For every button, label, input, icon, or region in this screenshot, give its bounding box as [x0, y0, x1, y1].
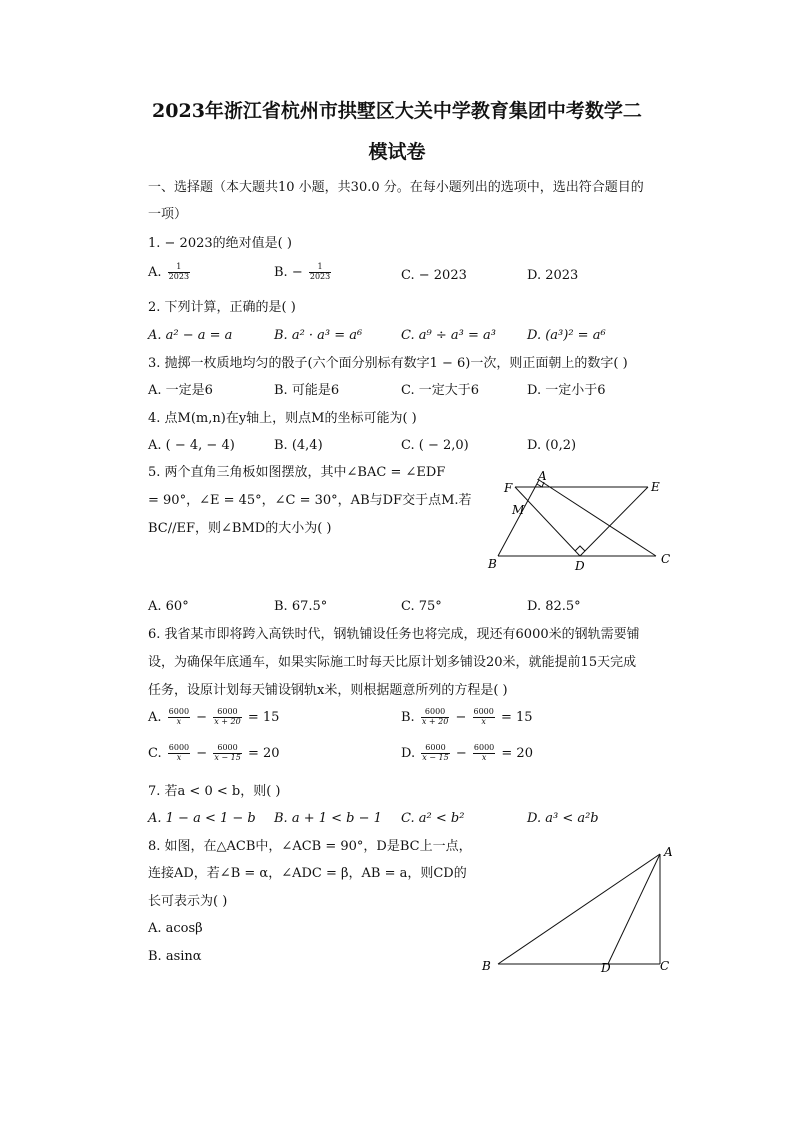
q4-option-d: D. (0,2): [527, 438, 577, 453]
q6-stem-line3: 任务，设原计划每天铺设钢轨x米，则根据题意所列的方程是( ): [148, 683, 508, 698]
q5-label-a: A: [538, 470, 547, 483]
q5-label-d: D: [575, 559, 585, 573]
q4-option-b: B. (4,4): [274, 438, 323, 453]
section-header: 一、选择题（本大题共10 小题，共30.0 分。在每小题列出的选项中，选出符合题目的: [148, 180, 644, 195]
q6-stem-line2: 设，为确保年底通车，如果实际施工时每天比原计划多铺设20米，就能提前15天完成: [148, 655, 637, 670]
q8-option-b: B. asinα: [148, 949, 202, 964]
q3-stem: 3. 抛掷一枚质地均匀的骰子(六个面分别标有数字1 − 6)一次，则正面朝上的数字( ): [148, 356, 628, 371]
q3-option-b: B. 可能是6: [274, 383, 340, 398]
exam-title-line1: 2023年浙江省杭州市拱墅区大关中学教育集团中考数学二: [152, 100, 642, 122]
q7-option-b: B. a + 1 < b − 1: [274, 811, 382, 826]
q6-option-d: D. $\frac{6000}{x - 15}$ − $\frac{6000}{x}$ = 20: [401, 743, 533, 762]
q3-option-c: C. 一定大于6: [401, 383, 480, 398]
q2-option-b: B. a² · a³ = a⁶: [274, 328, 363, 343]
q8-triangle-figure: [478, 840, 688, 980]
q8-line-ad: [608, 854, 660, 964]
q1-option-b: B. − $\frac{1}{2023}$: [274, 262, 331, 281]
q6-option-b: B. $\frac{6000}{x + 20}$ − $\frac{6000}{x}$ = 15: [401, 707, 533, 726]
q5-line-de: [580, 487, 648, 556]
q1-option-d: D. 2023: [527, 268, 579, 283]
q8-stem-line2: 连接AD，若∠B = α，∠ADC = β，AB = a，则CD的: [148, 866, 467, 881]
q7-option-a: A. 1 − a < 1 − b: [148, 811, 256, 826]
q1-option-a: A. $\frac{1}{2023}$: [148, 262, 190, 281]
q1-a-fraction: $\frac{1}{2023}$: [168, 262, 190, 281]
q2-option-a: A. a² − a = a: [148, 328, 233, 343]
q5-stem-line2: = 90°，∠E = 45°，∠C = 30°，AB与DF交于点M.若: [148, 493, 472, 508]
q5-option-c: C. 75°: [401, 599, 442, 614]
q8-stem-line3: 长可表示为( ): [148, 894, 228, 909]
q1-option-c: C. − 2023: [401, 268, 467, 283]
q5-stem-line1: 5. 两个直角三角板如图摆放，其中∠BAC = ∠EDF: [148, 465, 446, 480]
q8-line-ba: [498, 854, 660, 964]
q4-option-c: C. ( − 2,0): [401, 438, 469, 453]
q2-stem: 2. 下列计算，正确的是( ): [148, 300, 296, 315]
q3-option-d: D. 一定小于6: [527, 383, 606, 398]
q5-triangle-figure: [480, 470, 690, 575]
q4-option-a: A. ( − 4, − 4): [148, 438, 235, 453]
q8-label-a: A: [664, 845, 673, 859]
q5-stem-line3: BC//EF，则∠BMD的大小为( ): [148, 521, 332, 536]
q4-stem: 4. 点M(m,n)在y轴上，则点M的坐标可能为( ): [148, 411, 417, 426]
q8-label-d: D: [601, 961, 611, 975]
q1-b-fraction: $\frac{1}{2023}$: [309, 262, 331, 281]
q7-option-d: D. a³ < a²b: [527, 811, 599, 826]
q5-label-m: M: [512, 503, 525, 517]
q5-label-e: E: [651, 480, 660, 494]
exam-title-line2: 模试卷: [368, 141, 426, 163]
q6-stem-line1: 6. 我省某市即将跨入高铁时代，钢轨铺设任务也将完成，现还有6000米的钢轨需要铺: [148, 627, 640, 642]
q5-line-ac: [539, 480, 656, 556]
q5-label-b: B: [488, 557, 497, 571]
q3-option-a: A. 一定是6: [148, 383, 213, 398]
q7-option-c: C. a² < b²: [401, 811, 465, 826]
q5-option-a: A. 60°: [148, 599, 189, 614]
q5-option-d: D. 82.5°: [527, 599, 581, 614]
q6-option-a: A. $\frac{6000}{x}$ − $\frac{6000}{x + 20}$ = 15: [148, 707, 280, 726]
q5-line-fd: [515, 487, 580, 556]
q8-option-a: A. acosβ: [148, 921, 203, 936]
q5-label-c: C: [661, 552, 671, 566]
q2-option-c: C. a⁹ ÷ a³ = a³: [401, 328, 496, 343]
section-header-cont: 一项）: [148, 207, 188, 222]
q2-option-d: D. (a³)² = a⁶: [527, 328, 606, 343]
q8-label-c: C: [660, 959, 670, 973]
q5-option-b: B. 67.5°: [274, 599, 328, 614]
q1-stem: 1. − 2023的绝对值是( ): [148, 236, 292, 251]
q8-stem-line1: 8. 如图，在△ACB中，∠ACB = 90°，D是BC上一点，: [148, 839, 472, 854]
q5-right-angle-d: [575, 546, 585, 551]
q6-option-c: C. $\frac{6000}{x}$ − $\frac{6000}{x - 15}$ = 20: [148, 743, 280, 762]
q7-stem: 7. 若a < 0 < b，则( ): [148, 784, 281, 799]
q5-label-f: F: [504, 481, 513, 495]
q8-label-b: B: [482, 959, 491, 973]
